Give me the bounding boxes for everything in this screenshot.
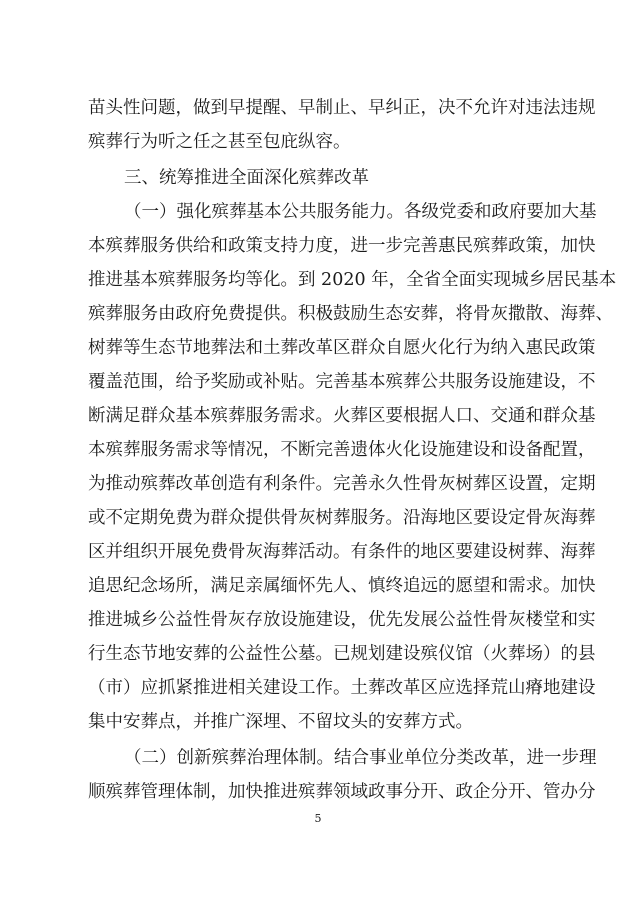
text-line: （市）应抓紧推进相关建设工作。土葬改革区应选择荒山瘠地建设 [88, 678, 596, 698]
text-line: 集中安葬点，并推广深埋、不留坟头的安葬方式。 [88, 712, 473, 732]
text-line: 顺殡葬管理体制，加快推进殡葬领域政事分开、政企分开、管办分 [88, 782, 596, 802]
text-line: 或不定期免费为群众提供骨灰树葬服务。沿海地区要设定骨灰海葬 [88, 508, 596, 528]
text-line: 为推动殡葬改革创造有利条件。完善永久性骨灰树葬区设置，定期 [88, 474, 596, 494]
text-line: 本殡葬服务需求等情况，不断完善遗体火化设施建设和设备配置， [88, 440, 596, 460]
paragraph-start: （二）创新殡葬治理体制。结合事业单位分类改革，进一步理 [124, 748, 597, 768]
text-line: 推进基本殡葬服务均等化。到 2020 年，全省全面实现城乡居民基本 [88, 270, 617, 290]
text-line: 覆盖范围，给予奖励或补贴。完善基本殡葬公共服务设施建设，不 [88, 372, 596, 392]
text-line: 追思纪念场所，满足亲属缅怀先人、慎终追远的愿望和需求。加快 [88, 576, 596, 596]
text-line: 断满足群众基本殡葬服务需求。火葬区要根据人口、交通和群众基 [88, 406, 596, 426]
text-line: 区并组织开展免费骨灰海葬活动。有条件的地区要建设树葬、海葬 [88, 542, 596, 562]
text-line: 殡葬服务由政府免费提供。积极鼓励生态安葬，将骨灰撒散、海葬、 [88, 304, 613, 324]
section-heading: 三、统筹推进全面深化殡葬改革 [124, 168, 369, 188]
text-line: 行生态节地安葬的公益性公墓。已规划建设殡仪馆（火葬场）的县 [88, 644, 596, 664]
text-line: 本殡葬服务供给和政策支持力度，进一步完善惠民殡葬政策，加快 [88, 236, 596, 256]
text-line: 树葬等生态节地葬法和土葬改革区群众自愿火化行为纳入惠民政策 [88, 338, 596, 358]
text-line: 殡葬行为听之任之甚至包庇纵容。 [88, 132, 351, 152]
page-number: 5 [314, 812, 322, 825]
text-line: 苗头性问题，做到早提醒、早制止、早纠正，决不允许对违法违规 [88, 98, 596, 118]
paragraph-start: （一）强化殡葬基本公共服务能力。各级党委和政府要加大基 [124, 202, 597, 222]
text-line: 推进城乡公益性骨灰存放设施建设，优先发展公益性骨灰楼堂和实 [88, 610, 596, 630]
